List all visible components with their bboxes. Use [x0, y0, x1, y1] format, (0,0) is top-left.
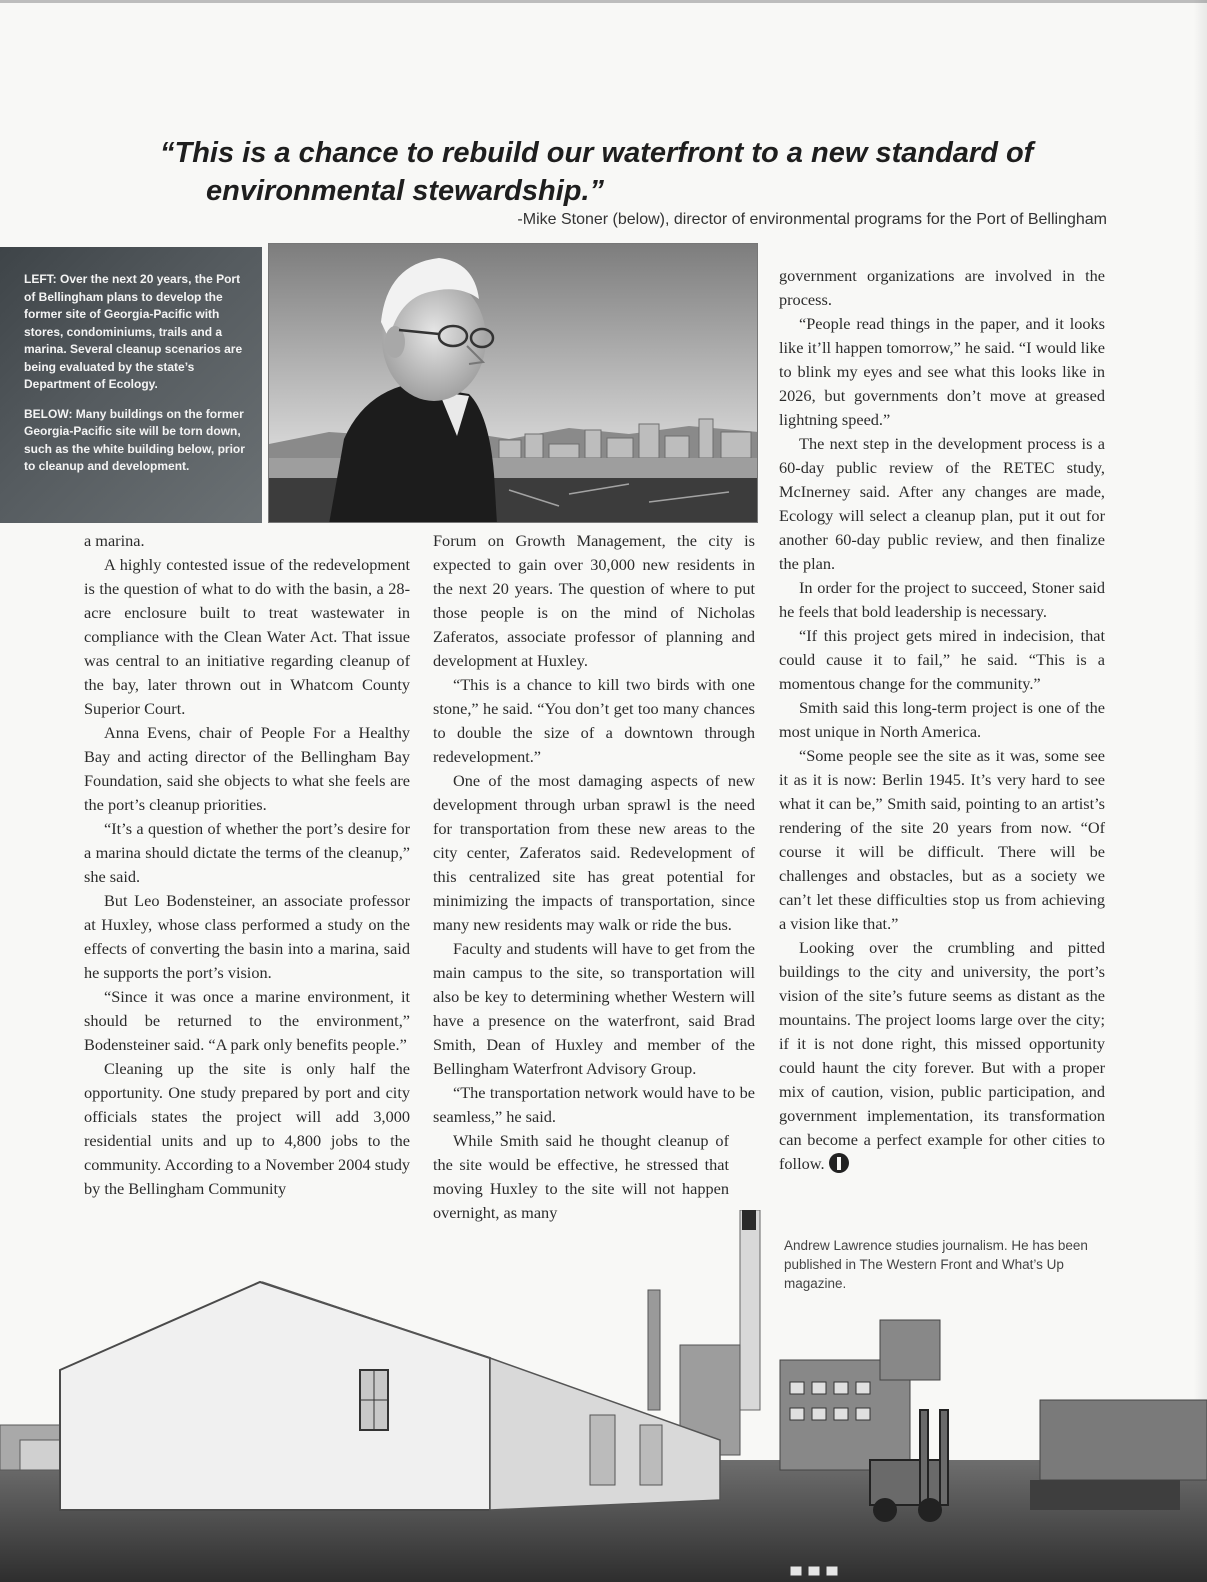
article-column-3 — [779, 264, 1105, 1176]
col3-paragraph: government organizations are involved in the process. — [779, 266, 1105, 309]
end-mark-icon — [829, 1153, 849, 1173]
col3-paragraph: The next step in the development process is a 60-day public review of the RETEC study, McInerney said. After any changes are made, Ecology will select a cleanup plan, put it out for another 60-day public review, and then finalize the plan. — [779, 434, 1105, 573]
col3-paragraph: “If this project gets mired in indecision, that could cause it to fail,” he said. “This is a momentous change for the community.” — [779, 626, 1105, 693]
col2-paragraph: Forum on Growth Management, the city is expected to gain over 30,000 new residents in the next 20 years. The question of where to put those people is on the mind of Nicholas Zaferatos, associate professor of planning and development at Huxley. — [433, 531, 755, 670]
portrait-photo — [268, 243, 758, 523]
col3-paragraph: In order for the project to succeed, Stoner said he feels that bold leadership is necessary. — [779, 578, 1105, 621]
col3-paragraph: “Some people see the site as it was, some see it as it is now: Berlin 1945. It’s very hard to see what it can be,” Smith said, pointing to an artist’s rendering of the site 20 years from now. “Of course it will be difficult. There will be challenges and obstacles, but as a society we can’t let these difficulties stop us from achieving a vision like that.” — [779, 746, 1105, 933]
col2-paragraph: “This is a chance to kill two birds with one stone,” he said. “You don’t get too many chances to double the size of a downtown through redevelopment.” — [433, 675, 755, 766]
col1-paragraph: Cleaning up the site is only half the opportunity. One study prepared by port and city officials states the project will add 3,000 residential units and up to 4,800 jobs to the community. According to a November 2004 study by the Bellingham Community — [84, 1059, 410, 1198]
article-column-1 — [84, 529, 410, 1201]
col3-final-text: Looking over the crumbling and pitted buildings to the city and university, the port’s vision of the site’s future seems as distant as the mountains. The project looms large over the city; if it is not done right, this missed opportunity could haunt the city forever. But with a proper mix of caution, vision, public participation, and government implementation, its transformation can become a perfect example for other cities to follow. — [779, 938, 1105, 1173]
col1-paragraph: “Since it was once a marine environment, it should be returned to the environment,” Bodensteiner said. “A park only benefits people.” — [84, 987, 410, 1054]
site-photo-art — [0, 1210, 1207, 1582]
col3-paragraph: “People read things in the paper, and it looks like it’ll happen tomorrow,” he said. “I would like to blink my eyes and see what this looks like in 2026, but governments don’t move at greased lightning speed.” — [779, 314, 1105, 429]
col2-paragraph: One of the most damaging aspects of new development through urban sprawl is the need for transportation from these new areas to the city center, Zaferatos said. Redevelopment of this centralized site has great potential for minimizing the impacts of transportation, since many new residents may walk or ride the bus. — [433, 771, 755, 934]
col2-paragraph: Faculty and students will have to get from the main campus to the site, so transportation will also be key to determining whether Western will have a presence on the waterfront, said Brad Smith, Dean of Huxley and member of the Bellingham Waterfront Advisory Group. — [433, 939, 755, 1078]
photo-caption-box — [0, 247, 262, 523]
article-column-2 — [433, 529, 755, 1225]
col1-paragraph: But Leo Bodensteiner, an associate professor at Huxley, whose class performed a study on the effects of converting the basin into a marina, said he supports the port’s vision. — [84, 891, 410, 982]
caption-left: LEFT: Over the next 20 years, the Port of Bellingham plans to develop the former site of Georgia-Pacific with stores, condominiums, trails and a marina. Several cleanup scenarios are being evaluated by the state’s Department of Ecology. — [24, 272, 243, 391]
author-bio: Andrew Lawrence studies journalism. He has been published in The Western Front and What’s Up magazine. — [784, 1238, 1088, 1291]
pull-quote-line-1: “This is a chance to rebuild our waterfront to a new standard of — [160, 137, 1034, 169]
col3-paragraph-final — [779, 936, 1105, 1176]
col1-paragraph: Anna Evens, chair of People For a Healthy Bay and acting director of the Bellingham Bay Foundation, said she objects to what she feels are the port’s cleanup priorities. — [84, 723, 410, 814]
pull-quote-line-2: environmental stewardship.” — [206, 175, 605, 207]
site-photo — [0, 1210, 1207, 1582]
pull-quote — [160, 134, 1060, 210]
col3-paragraph: Smith said this long-term project is one of the most unique in North America. — [779, 698, 1105, 741]
top-rule — [0, 0, 1207, 3]
quote-attribution: -Mike Stoner (below), director of environmental programs for the Port of Bellingham — [517, 211, 1107, 228]
col2-paragraph: While Smith said he thought cleanup of the site would be effective, he stressed that moving Huxley to the site will not happen overnight, as many — [433, 1131, 729, 1222]
col2-paragraph: “The transportation network would have to be seamless,” he said. — [433, 1083, 755, 1126]
portrait-photo-art — [269, 244, 758, 523]
col1-paragraph: a marina. — [84, 531, 145, 550]
col1-paragraph: “It’s a question of whether the port’s desire for a marina should dictate the terms of the cleanup,” she said. — [84, 819, 410, 886]
col1-paragraph: A highly contested issue of the redevelopment is the question of what to do with the basin, a 28-acre enclosure built to treat wastewater in compliance with the Clean Water Act. That issue was central to an initiative regarding cleanup of the bay, later thrown out in Whatcom County Superior Court. — [84, 555, 410, 718]
caption-below: BELOW: Many buildings on the former Georgia-Pacific site will be torn down, such as the white building below, prior to cleanup and development. — [24, 406, 245, 473]
